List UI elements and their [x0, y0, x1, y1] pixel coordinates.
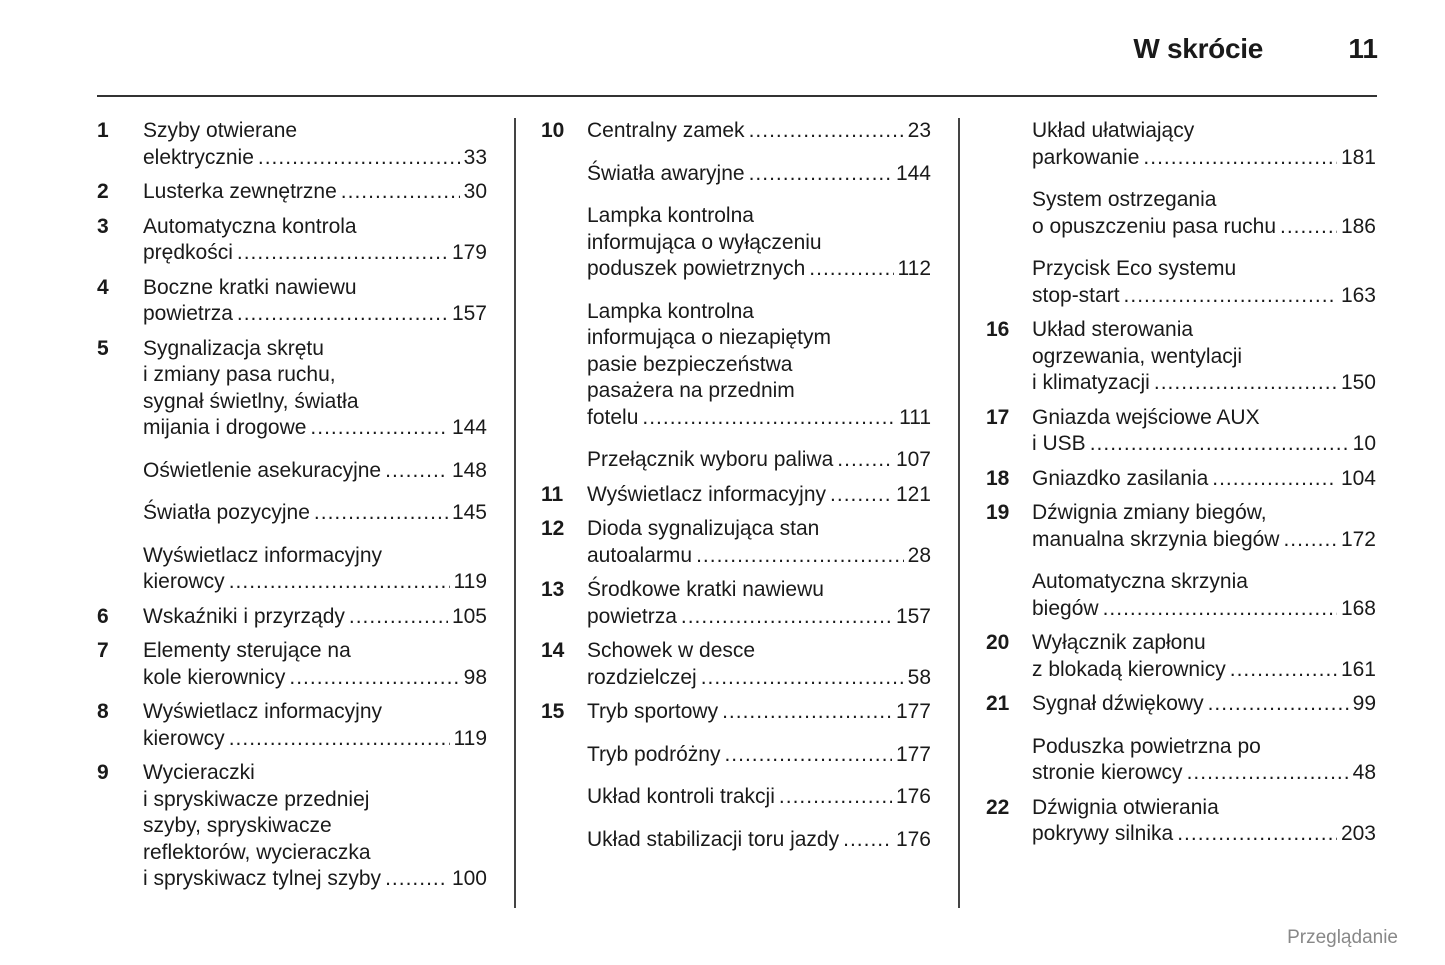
page-reference[interactable]: 145 — [451, 501, 487, 524]
index-entry[interactable] — [97, 118, 487, 171]
entry-text-line: Poduszka powietrzna po — [1032, 734, 1261, 758]
index-entry[interactable] — [97, 336, 487, 442]
entry-text-line: pokrywy silnika — [1032, 822, 1174, 845]
index-entry[interactable] — [97, 638, 487, 691]
index-column-1 — [97, 118, 487, 893]
entry-last-line — [1032, 527, 1376, 554]
callout-number: 6 — [97, 604, 109, 628]
index-entry[interactable] — [541, 699, 931, 726]
page-reference[interactable]: 144 — [895, 161, 931, 185]
index-entry[interactable] — [541, 516, 931, 569]
index-entry[interactable] — [97, 275, 487, 328]
entry-last-line — [143, 179, 487, 206]
callout-number: 11 — [541, 482, 564, 506]
dot-leader — [258, 145, 460, 172]
dot-leader — [1230, 657, 1337, 684]
dot-leader — [1124, 283, 1337, 310]
entry-text-line: Schowek w desce — [587, 639, 756, 662]
dot-leader — [289, 665, 459, 692]
entry-text-line: reflektorów, wycieraczka — [143, 840, 371, 864]
callout-number: 8 — [97, 700, 109, 723]
index-entry[interactable] — [541, 299, 931, 432]
entry-text-line: Centralny zamek — [587, 119, 745, 142]
page-reference[interactable]: 203 — [1340, 822, 1376, 845]
page-reference[interactable]: 144 — [451, 416, 487, 439]
callout-number: 7 — [97, 639, 109, 662]
entry-text-line: stronie kierowcy — [1032, 761, 1183, 784]
entry-text-line: Światła pozycyjne — [143, 501, 310, 524]
entry-last-line — [587, 256, 931, 283]
dot-leader — [1280, 214, 1337, 241]
page-reference[interactable]: 23 — [907, 119, 931, 142]
callout-number: 13 — [541, 578, 565, 601]
callout-number: 2 — [97, 180, 109, 203]
entry-text-line: Wycieraczki — [143, 761, 255, 784]
callout-number: 21 — [986, 692, 1010, 715]
page-reference[interactable]: 111 — [899, 405, 931, 429]
dot-leader — [310, 415, 448, 442]
entry-text-line: Wskaźniki i przyrządy — [143, 604, 345, 628]
page-reference[interactable]: 121 — [895, 482, 931, 506]
callout-number: 10 — [541, 119, 565, 142]
entry-last-line — [587, 742, 931, 769]
page-reference[interactable]: 176 — [895, 827, 931, 851]
index-entry[interactable] — [97, 760, 487, 893]
index-entry[interactable] — [541, 638, 931, 691]
entry-text-line: Układ stabilizacji toru jazdy — [587, 827, 840, 851]
dot-leader — [237, 240, 448, 267]
index-entry[interactable] — [986, 569, 1376, 622]
page-reference[interactable]: 172 — [1340, 527, 1376, 551]
entry-last-line — [587, 543, 931, 570]
callout-number: 9 — [97, 761, 109, 784]
dot-leader — [1283, 527, 1336, 554]
dot-leader — [809, 256, 893, 283]
entry-text-line: Wyświetlacz informacyjny — [143, 543, 383, 567]
callout-number: 16 — [986, 318, 1010, 341]
page-reference[interactable]: 157 — [895, 604, 931, 628]
entry-last-line — [143, 145, 487, 172]
page-header — [0, 0, 1445, 96]
entry-text-line: Gniazdko zasilania — [1032, 466, 1209, 490]
page-reference[interactable]: 176 — [895, 785, 931, 808]
entry-last-line — [1032, 283, 1376, 310]
page-reference[interactable]: 33 — [463, 145, 487, 169]
entry-last-line — [143, 458, 487, 485]
index-entry[interactable] — [541, 447, 931, 474]
entry-last-line — [1032, 145, 1376, 172]
entry-text-line: Przełącznik wyboru paliwa — [587, 448, 834, 471]
index-column-2 — [541, 118, 931, 853]
entry-text-line: Tryb podróżny — [587, 742, 721, 766]
entry-text-line: Lusterka zewnętrzne — [143, 180, 337, 203]
page-reference[interactable]: 48 — [1352, 761, 1376, 784]
entry-text-line: informująca o niezapiętym — [587, 326, 831, 349]
page-title: W skrócie — [1133, 33, 1263, 64]
entry-text-line: parkowanie — [1032, 145, 1140, 169]
page-reference[interactable]: 98 — [463, 665, 487, 689]
index-entry[interactable] — [97, 179, 487, 206]
entry-last-line — [587, 827, 931, 854]
entry-text-line: Wyświetlacz informacyjny — [143, 700, 383, 723]
entry-text-line: szyby, spryskiwacze — [143, 814, 332, 837]
dot-leader — [314, 500, 448, 527]
entry-text-line: fotelu — [587, 405, 639, 429]
entry-text-line: Szyby otwierane — [143, 119, 298, 142]
entry-last-line — [143, 726, 487, 753]
callout-number: 5 — [97, 336, 109, 360]
callout-number: 4 — [97, 275, 109, 299]
entry-last-line — [587, 699, 931, 726]
dot-leader — [229, 726, 450, 753]
index-entry[interactable] — [541, 577, 931, 630]
entry-text-line: z blokadą kierownicy — [1032, 657, 1226, 681]
entry-text-line: Sygnalizacja skrętu — [143, 336, 324, 360]
entry-text-line: poduszek powietrznych — [587, 257, 806, 280]
entry-last-line — [1032, 431, 1376, 458]
entry-text-line: kierowcy — [143, 570, 225, 593]
dot-leader — [1212, 466, 1337, 493]
dot-leader — [724, 742, 892, 769]
index-entry[interactable] — [541, 784, 931, 811]
entry-last-line — [1032, 760, 1376, 787]
page-reference[interactable]: 58 — [907, 665, 931, 689]
page-reference[interactable]: 104 — [1340, 466, 1376, 490]
dot-leader — [1208, 691, 1349, 718]
entry-text-line: Układ kontroli trakcji — [587, 785, 775, 808]
entry-text-line: Układ ułatwiający — [1032, 119, 1195, 142]
entry-text-line: biegów — [1032, 596, 1099, 620]
callout-number: 22 — [986, 795, 1010, 819]
entry-last-line — [587, 405, 931, 432]
entry-last-line — [1032, 596, 1376, 623]
dot-leader — [229, 569, 450, 596]
page-reference[interactable]: 150 — [1340, 371, 1376, 394]
index-entry[interactable] — [97, 543, 487, 596]
entry-text-line: Oświetlenie asekuracyjne — [143, 458, 382, 482]
index-entry[interactable] — [541, 827, 931, 854]
entry-last-line — [587, 118, 931, 145]
entry-last-line — [587, 482, 931, 509]
page-reference[interactable]: 177 — [895, 742, 931, 766]
dot-leader — [385, 458, 448, 485]
entry-text-line: Układ sterowania — [1032, 318, 1194, 341]
section-footer: Przeglądanie — [1287, 927, 1398, 948]
page-number: 11 — [1348, 33, 1378, 64]
dot-leader — [349, 604, 448, 631]
entry-last-line — [143, 415, 487, 442]
entry-text-line: Sygnał dźwiękowy — [1032, 692, 1204, 715]
entry-last-line — [587, 161, 931, 188]
dot-leader — [696, 543, 904, 570]
entry-last-line — [143, 569, 487, 596]
entry-text-line: manualna skrzynia biegów — [1032, 527, 1280, 551]
page-reference[interactable]: 186 — [1340, 214, 1376, 238]
dot-leader — [1103, 596, 1337, 623]
entry-last-line — [1032, 691, 1376, 718]
entry-text-line: pasie bezpieczeństwa — [587, 352, 793, 376]
index-entry[interactable] — [986, 734, 1376, 787]
page-reference[interactable]: 161 — [1340, 657, 1376, 681]
entry-text-line: Środkowe kratki nawiewu — [587, 578, 824, 601]
page-reference[interactable]: 100 — [451, 867, 487, 890]
index-entry[interactable] — [97, 699, 487, 752]
page-reference[interactable]: 181 — [1340, 145, 1376, 169]
dot-leader — [385, 866, 448, 893]
page-reference[interactable]: 163 — [1340, 283, 1376, 307]
index-entry[interactable] — [986, 187, 1376, 240]
callout-number: 20 — [986, 631, 1010, 654]
entry-last-line — [1032, 657, 1376, 684]
page-reference[interactable]: 148 — [451, 458, 487, 482]
index-entry[interactable] — [986, 317, 1376, 397]
dot-leader — [722, 699, 892, 726]
entry-text-line: Wyświetlacz informacyjny — [587, 482, 827, 506]
entry-last-line — [1032, 214, 1376, 241]
entry-last-line — [1032, 370, 1376, 397]
entry-last-line — [143, 866, 487, 893]
entry-text-line: o opuszczeniu pasa ruchu — [1032, 214, 1276, 238]
dot-leader — [843, 827, 892, 854]
entry-last-line — [143, 665, 487, 692]
entry-text-line: pasażera na przednim — [587, 379, 795, 402]
dot-leader — [681, 604, 892, 631]
entry-text-line: Automatyczna skrzynia — [1032, 570, 1248, 593]
entry-text-line: Dźwignia otwierania — [1032, 795, 1219, 819]
entry-text-line: elektrycznie — [143, 145, 254, 169]
entry-text-line: powietrza — [587, 604, 677, 628]
callout-number: 1 — [97, 119, 109, 142]
entry-text-line: i spryskiwacz tylnej szyby — [143, 867, 382, 890]
entry-text-line: rozdzielczej — [587, 665, 697, 689]
column-divider — [514, 118, 516, 908]
index-entry[interactable] — [541, 203, 931, 283]
dot-leader — [1143, 145, 1337, 172]
index-column-3 — [986, 118, 1376, 848]
entry-text-line: i USB — [1032, 432, 1086, 455]
index-entry[interactable] — [97, 604, 487, 631]
page-reference[interactable]: 177 — [895, 700, 931, 723]
entry-text-line: powietrza — [143, 302, 233, 325]
page-reference[interactable]: 119 — [453, 726, 487, 750]
page-reference[interactable]: 107 — [895, 448, 931, 471]
column-divider — [958, 118, 960, 908]
page-reference[interactable]: 157 — [451, 302, 487, 325]
entry-text-line: stop-start — [1032, 283, 1120, 307]
entry-text-line: Wyłącznik zapłonu — [1032, 631, 1206, 654]
entry-text-line: Elementy sterujące na — [143, 639, 351, 662]
index-entry[interactable] — [986, 795, 1376, 848]
entry-last-line — [143, 301, 487, 328]
callout-number: 12 — [541, 517, 565, 540]
entry-text-line: Dioda sygnalizująca stan — [587, 517, 820, 540]
callout-number: 19 — [986, 501, 1010, 524]
entry-last-line — [143, 500, 487, 527]
index-entry[interactable] — [986, 691, 1376, 718]
entry-text-line: autoalarmu — [587, 543, 693, 567]
entry-text-line: prędkości — [143, 241, 233, 264]
entry-text-line: Lampka kontrolna — [587, 204, 754, 227]
dot-leader — [837, 447, 892, 474]
index-entry[interactable] — [97, 500, 487, 527]
entry-text-line: kole kierownicy — [143, 665, 286, 689]
page-reference[interactable]: 28 — [907, 543, 931, 567]
entry-last-line — [587, 665, 931, 692]
entry-text-line: Światła awaryjne — [587, 161, 745, 185]
index-entry[interactable] — [541, 161, 931, 188]
index-entry[interactable] — [541, 118, 931, 145]
index-entry[interactable] — [986, 466, 1376, 493]
index-entry[interactable] — [541, 742, 931, 769]
entry-text-line: mijania i drogowe — [143, 416, 307, 439]
entry-last-line — [1032, 466, 1376, 493]
page-reference[interactable]: 179 — [451, 241, 487, 264]
dot-leader — [749, 161, 892, 188]
index-entry[interactable] — [541, 482, 931, 509]
index-entry[interactable] — [986, 256, 1376, 309]
dot-leader — [749, 118, 904, 145]
entry-text-line: Boczne kratki nawiewu — [143, 275, 357, 299]
entry-last-line — [143, 240, 487, 267]
entry-text-line: System ostrzegania — [1032, 188, 1217, 211]
entry-last-line — [587, 784, 931, 811]
entry-text-line: ogrzewania, wentylacji — [1032, 344, 1243, 368]
header-divider — [97, 95, 1377, 97]
dot-leader — [1187, 760, 1349, 787]
page-reference[interactable]: 119 — [453, 570, 487, 593]
entry-text-line: Automatyczna kontrola — [143, 214, 357, 238]
index-entry[interactable] — [986, 118, 1376, 171]
dot-leader — [642, 405, 895, 432]
entry-text-line: Gniazda wejściowe AUX — [1032, 405, 1260, 429]
dot-leader — [701, 665, 904, 692]
index-entry[interactable] — [986, 630, 1376, 683]
dot-leader — [779, 784, 892, 811]
callout-number: 18 — [986, 466, 1010, 490]
callout-number: 15 — [541, 700, 565, 723]
entry-text-line: informująca o wyłączeniu — [587, 230, 822, 254]
dot-leader — [341, 179, 460, 206]
index-entry[interactable] — [97, 458, 487, 485]
index-entry[interactable] — [986, 500, 1376, 553]
page-reference[interactable]: 105 — [451, 604, 487, 628]
callout-number: 14 — [541, 639, 565, 662]
page-reference[interactable]: 30 — [463, 180, 487, 203]
dot-leader — [237, 301, 448, 328]
entry-last-line — [587, 447, 931, 474]
entry-text-line: Tryb sportowy — [587, 700, 719, 723]
entry-last-line — [143, 604, 487, 631]
dot-leader — [1154, 370, 1337, 397]
entry-text-line: kierowcy — [143, 726, 225, 750]
dot-leader — [830, 482, 892, 509]
page-reference[interactable]: 112 — [897, 257, 931, 280]
index-entry[interactable] — [986, 405, 1376, 458]
entry-text-line: i spryskiwacze przedniej — [143, 787, 370, 811]
entry-text-line: Dźwignia zmiany biegów, — [1032, 501, 1267, 524]
entry-text-line: i klimatyzacji — [1032, 371, 1150, 394]
entry-last-line — [1032, 821, 1376, 848]
page-reference[interactable]: 10 — [1352, 432, 1376, 455]
entry-text-line: Przycisk Eco systemu — [1032, 257, 1237, 280]
entry-text-line: i zmiany pasa ruchu, — [143, 363, 336, 386]
entry-text-line: sygnał świetlny, światła — [143, 389, 359, 413]
page-reference[interactable]: 99 — [1352, 692, 1376, 715]
callout-number: 17 — [986, 405, 1010, 429]
index-entry[interactable] — [97, 214, 487, 267]
dot-leader — [1177, 821, 1337, 848]
page-reference[interactable]: 168 — [1340, 596, 1376, 620]
entry-text-line: Lampka kontrolna — [587, 299, 754, 323]
dot-leader — [1090, 431, 1349, 458]
callout-number: 3 — [97, 214, 109, 238]
entry-last-line — [587, 604, 931, 631]
